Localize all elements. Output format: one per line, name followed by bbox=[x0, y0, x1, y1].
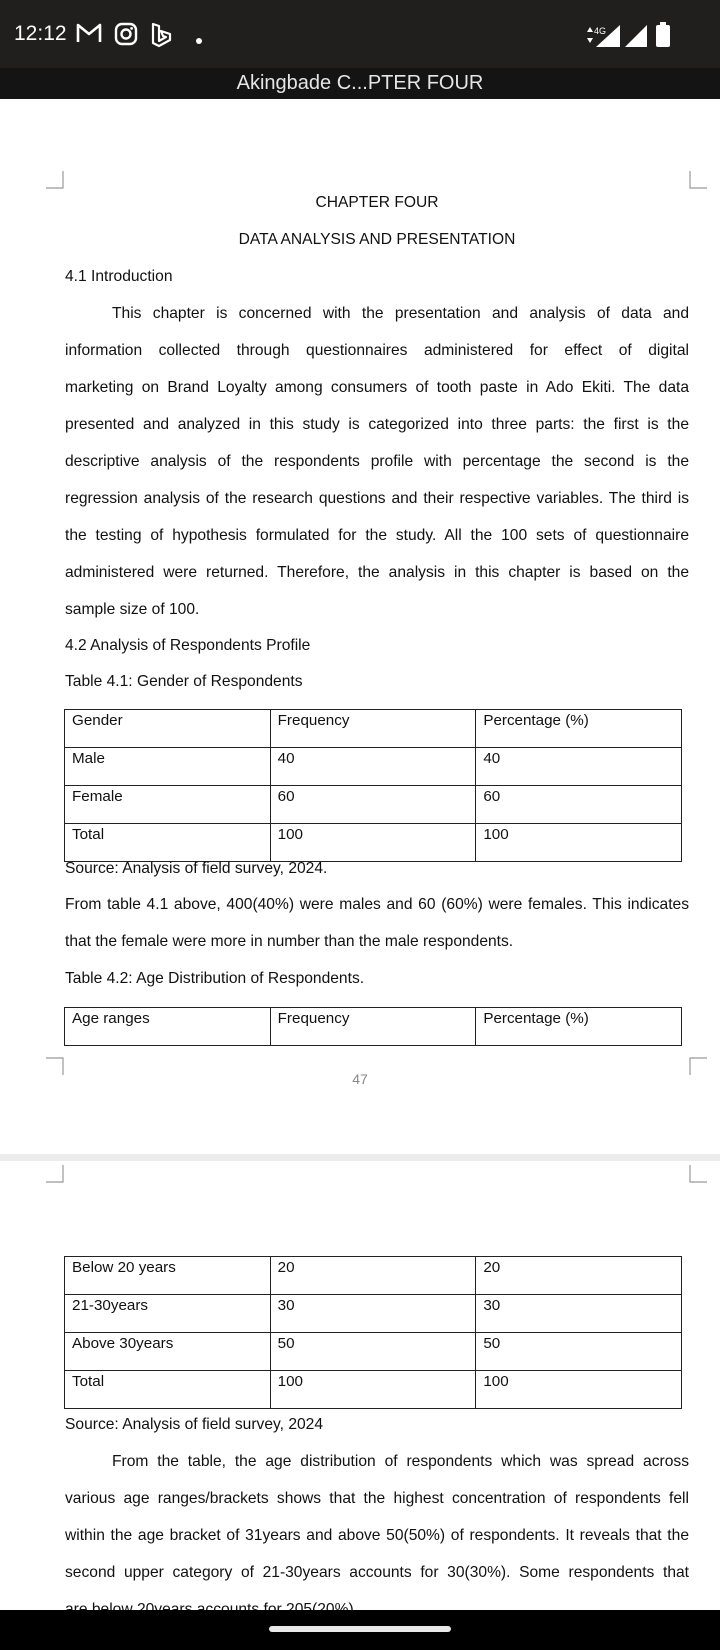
gmail-icon bbox=[76, 22, 102, 49]
crop-mark-top-right bbox=[689, 171, 707, 189]
table-row bbox=[65, 1371, 682, 1409]
table-cell: 50 bbox=[476, 1333, 682, 1371]
bing-icon bbox=[150, 22, 176, 53]
table-cell: 100 bbox=[270, 824, 476, 862]
age-paragraph-line: second upper category of 21-30years accounts for 30(30%). Some respondents that bbox=[65, 1564, 689, 1581]
intro-line: marketing on Brand Loyalty among consumers of tooth paste in Ado Ekiti. The data bbox=[65, 379, 689, 396]
table-header-cell: Frequency bbox=[270, 1008, 476, 1046]
document-page-2 bbox=[0, 1161, 720, 1610]
table-cell: 60 bbox=[270, 786, 476, 824]
section-4-1-heading: 4.1 Introduction bbox=[65, 268, 173, 285]
intro-line: descriptive analysis of the respondents profile with percentage the second is the bbox=[65, 453, 689, 470]
battery-icon bbox=[655, 22, 671, 53]
intro-line: the testing of hypothesis formulated for the study. All the 100 sets of questionnaire bbox=[65, 527, 689, 544]
table-cell: 30 bbox=[476, 1295, 682, 1333]
crop-mark-top-left bbox=[46, 1165, 64, 1183]
age-paragraph-line: within the age bracket of 31years and above 50(50%) of respondents. It reveals that the bbox=[65, 1527, 689, 1544]
table-4-2-source: Source: Analysis of field survey, 2024 bbox=[65, 1416, 324, 1433]
table-cell: 50 bbox=[270, 1333, 476, 1371]
table-cell: 21-30years bbox=[65, 1295, 271, 1333]
crop-mark-top-right bbox=[689, 1165, 707, 1183]
table-header-cell: Percentage (%) bbox=[476, 1008, 682, 1046]
table-header-cell: Percentage (%) bbox=[476, 710, 682, 748]
table-row bbox=[65, 1295, 682, 1333]
signal-icon bbox=[624, 24, 648, 53]
table-row bbox=[65, 748, 682, 786]
table-cell: 100 bbox=[270, 1371, 476, 1409]
table-cell: Female bbox=[65, 786, 271, 824]
table-header-cell: Frequency bbox=[270, 710, 476, 748]
table-cell: Above 30years bbox=[65, 1333, 271, 1371]
status-bar bbox=[0, 0, 720, 68]
intro-line: information collected through questionnaires administered for effect of digital bbox=[65, 342, 689, 359]
table-cell: 60 bbox=[476, 786, 682, 824]
table-row bbox=[65, 1333, 682, 1371]
table-cell: 100 bbox=[476, 824, 682, 862]
intro-line: This chapter is concerned with the presentation and analysis of data and bbox=[112, 305, 689, 322]
chapter-title: DATA ANALYSIS AND PRESENTATION bbox=[238, 231, 516, 248]
table-4-1-caption: Table 4.1: Gender of Respondents bbox=[65, 673, 303, 690]
page-number: 47 bbox=[352, 1071, 368, 1087]
table-cell: 40 bbox=[476, 748, 682, 786]
table-cell: 20 bbox=[476, 1257, 682, 1295]
table-cell: Total bbox=[65, 1371, 271, 1409]
table-cell: 30 bbox=[270, 1295, 476, 1333]
intro-line: regression analysis of the research questions and their respective variables. The third is bbox=[65, 490, 689, 507]
mobile-data-icon bbox=[584, 24, 624, 53]
status-time: 12:12 bbox=[14, 22, 67, 45]
navigation-bar bbox=[0, 1610, 720, 1650]
table-4-2-body bbox=[64, 1256, 682, 1409]
intro-line: presented and analyzed in this study is categorized into three parts: the first is the bbox=[65, 416, 689, 433]
age-paragraph-line: various age ranges/brackets shows that the highest concentration of respondents fell bbox=[65, 1490, 689, 1507]
age-paragraph-line: From the table, the age distribution of respondents which was spread across bbox=[112, 1453, 689, 1470]
gender-paragraph-line: that the female were more in number than the male respondents. bbox=[65, 933, 514, 950]
gender-paragraph-line: From table 4.1 above, 400(40%) were males and 60 (60%) were females. This indicates bbox=[65, 896, 689, 913]
home-gesture-handle[interactable] bbox=[269, 1626, 451, 1632]
dot-icon bbox=[195, 32, 203, 50]
instagram-icon bbox=[114, 22, 138, 51]
table-cell: Total bbox=[65, 824, 271, 862]
table-4-1-source: Source: Analysis of field survey, 2024. bbox=[65, 860, 328, 877]
table-cell: 20 bbox=[270, 1257, 476, 1295]
table-cell: 40 bbox=[270, 748, 476, 786]
table-4-1 bbox=[64, 709, 682, 862]
document-title: Akingbade C...PTER FOUR bbox=[236, 72, 484, 94]
table-4-2-caption: Table 4.2: Age Distribution of Respondents. bbox=[65, 970, 365, 987]
network-type: 4G bbox=[594, 26, 607, 36]
table-row bbox=[65, 786, 682, 824]
table-cell: Male bbox=[65, 748, 271, 786]
table-header-cell: Age ranges bbox=[65, 1008, 271, 1046]
table-cell: 100 bbox=[476, 1371, 682, 1409]
table-cell: Below 20 years bbox=[65, 1257, 271, 1295]
table-header-row bbox=[65, 1008, 682, 1046]
table-header-cell: Gender bbox=[65, 710, 271, 748]
table-row bbox=[65, 824, 682, 862]
intro-line: sample size of 100. bbox=[65, 601, 200, 618]
chapter-heading: CHAPTER FOUR bbox=[315, 194, 439, 211]
table-4-2-header bbox=[64, 1007, 682, 1046]
intro-line: administered were returned. Therefore, the analysis in this chapter is based on the bbox=[65, 564, 689, 581]
document-page-1 bbox=[0, 99, 720, 1154]
crop-mark-top-left bbox=[46, 171, 64, 189]
section-4-2-heading: 4.2 Analysis of Respondents Profile bbox=[65, 637, 311, 654]
page-separator bbox=[0, 1154, 720, 1161]
table-row bbox=[65, 1257, 682, 1295]
document-title-bar[interactable] bbox=[0, 68, 720, 99]
table-header-row bbox=[65, 710, 682, 748]
